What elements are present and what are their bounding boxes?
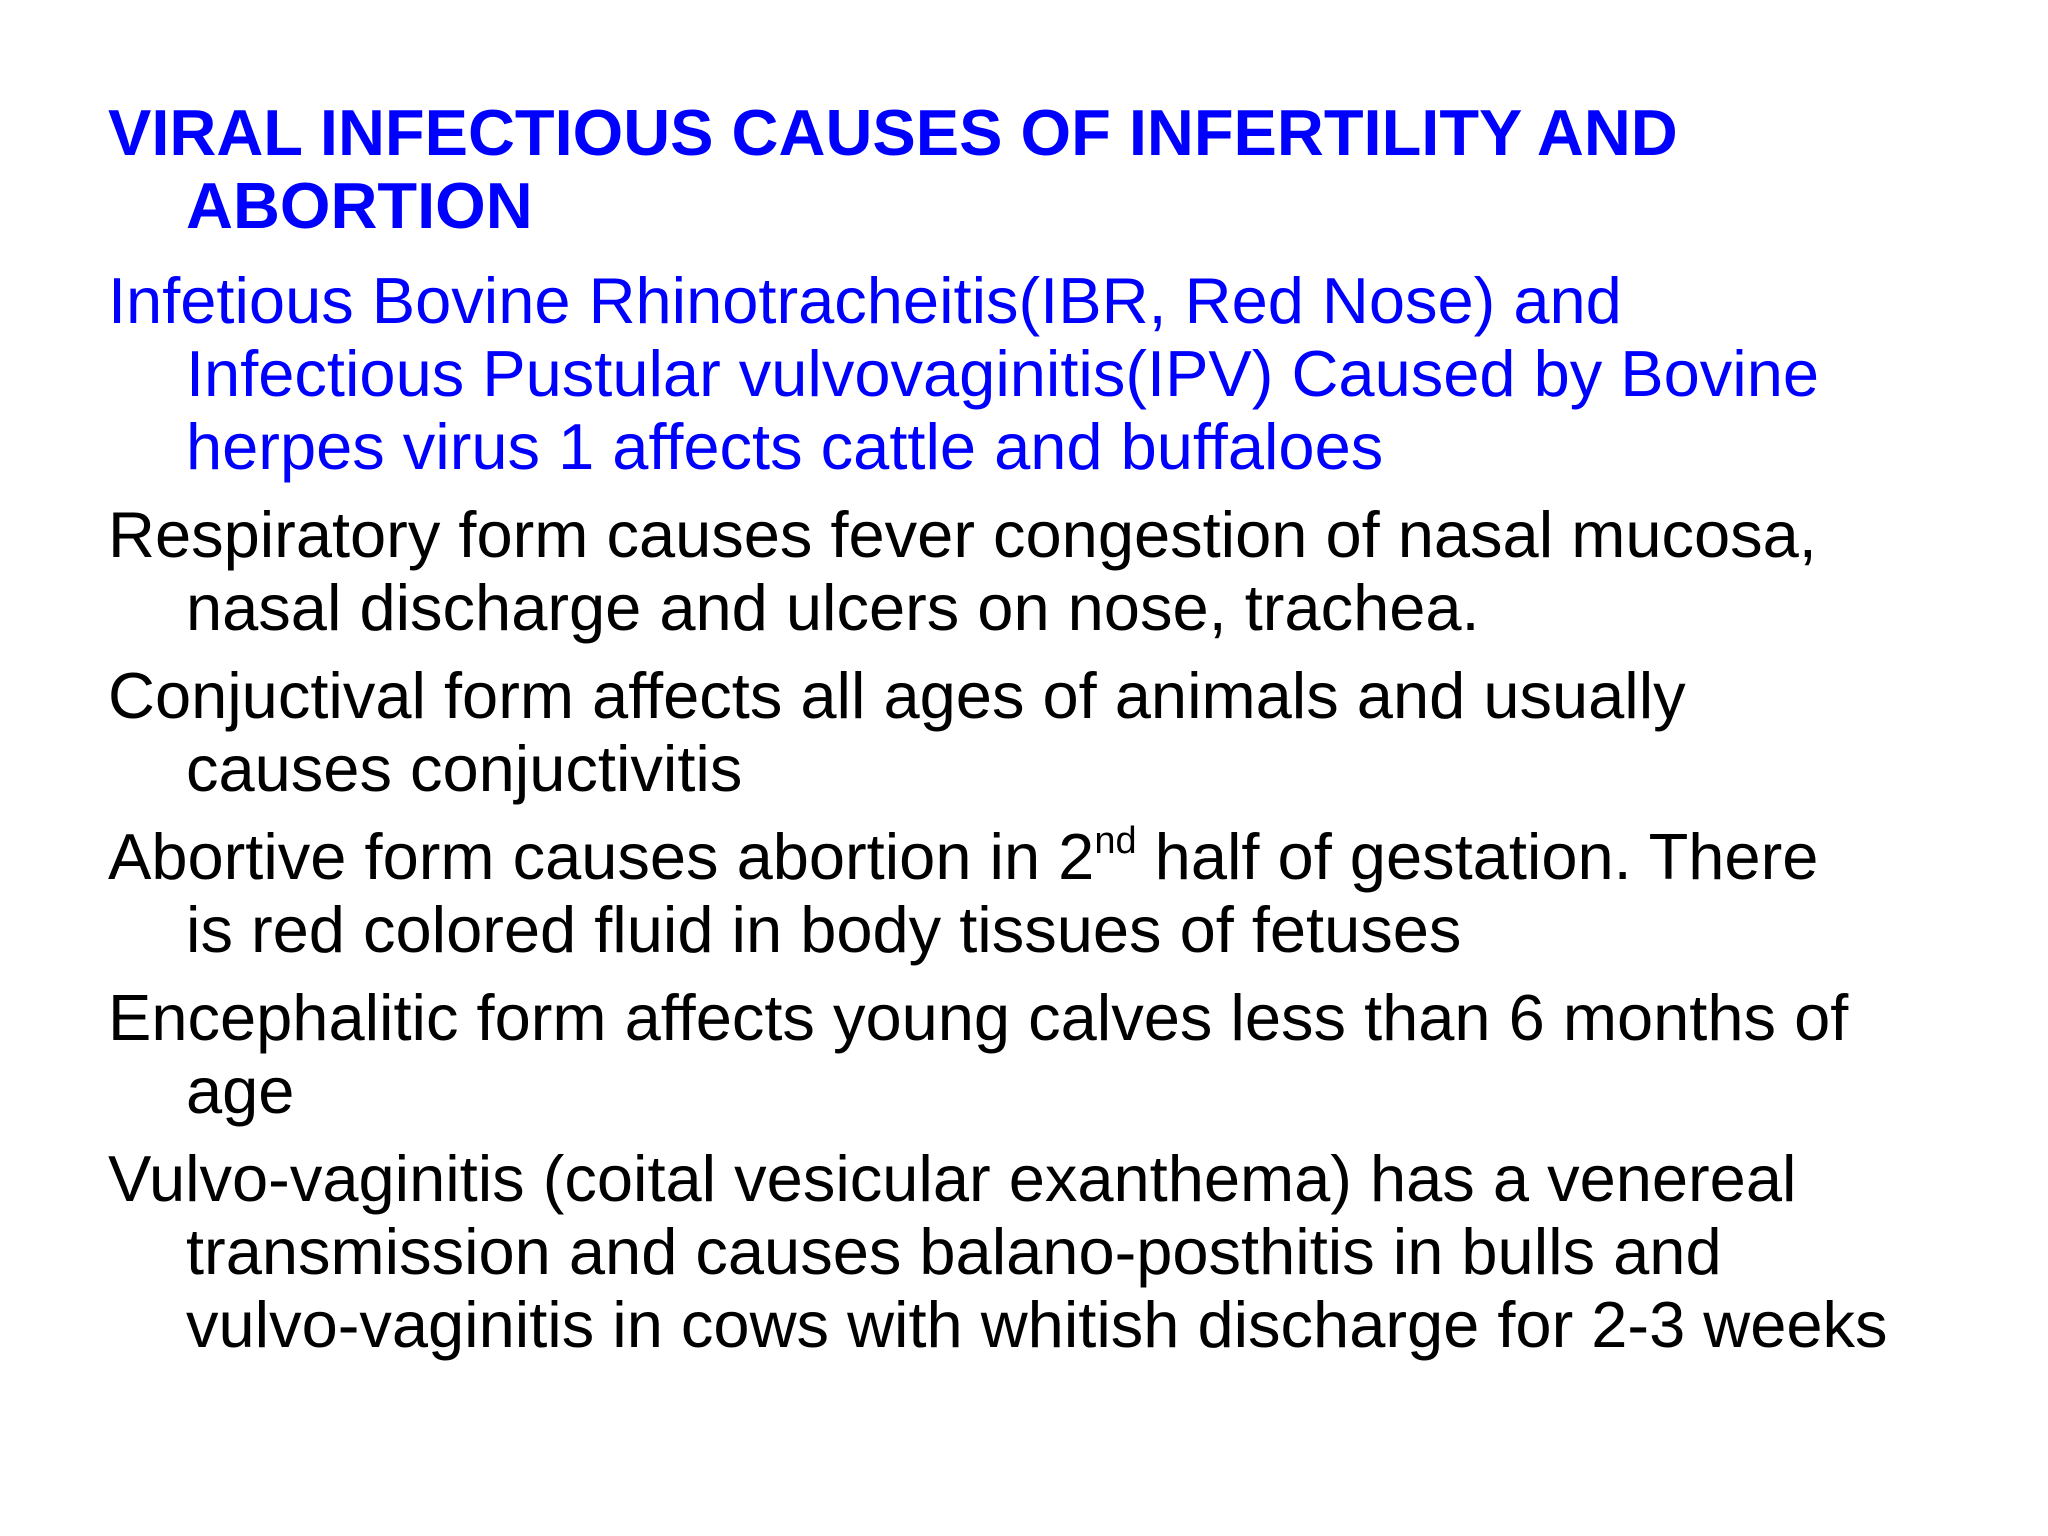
vulvovaginitis-line-2: transmission and causes balano-posthitis in bulls and (186, 1215, 1722, 1288)
vulvovaginitis-line-3: vulvo-vaginitis in cows with whitish discharge for 2-3 weeks (186, 1288, 1888, 1361)
ordinal-superscript: nd (1094, 820, 1137, 862)
slide-title (108, 96, 2008, 242)
slide-content (108, 96, 2008, 1376)
respiratory-line-2: nasal discharge and ulcers on nose, trachea. (186, 571, 1480, 644)
slide-title-line-1: VIRAL INFECTIOUS CAUSES OF INFERTILITY AND (108, 96, 1678, 169)
intro-line-1: Infetious Bovine Rhinotracheitis(IBR, Red Nose) and (108, 264, 1622, 337)
abortive-paragraph (108, 820, 2008, 966)
intro-paragraph (108, 264, 2008, 483)
conjunctival-line-1: Conjuctival form affects all ages of animals and usually (108, 659, 1686, 732)
encephalitic-line-2: age (186, 1054, 295, 1127)
respiratory-paragraph (108, 498, 2008, 644)
encephalitic-line-1: Encephalitic form affects young calves less than 6 months of (108, 981, 1849, 1054)
abortive-line-1-end: half of gestation. There (1136, 820, 1819, 893)
encephalitic-paragraph (108, 981, 2008, 1127)
slide-title-line-2: ABORTION (186, 169, 533, 242)
conjunctival-paragraph (108, 659, 2008, 805)
abortive-line-1-start: Abortive form causes abortion in 2 (108, 820, 1095, 893)
vulvovaginitis-line-1: Vulvo-vaginitis (coital vesicular exanthema) has a venereal (108, 1142, 1797, 1215)
abortive-line-2: is red colored fluid in body tissues of fetuses (186, 893, 1462, 966)
intro-line-2: Infectious Pustular vulvovaginitis(IPV) Caused by Bovine (186, 337, 1820, 410)
intro-line-3: herpes virus 1 affects cattle and buffaloes (186, 410, 1384, 483)
vulvovaginitis-paragraph (108, 1142, 2008, 1361)
respiratory-line-1: Respiratory form causes fever congestion of nasal mucosa, (108, 498, 1817, 571)
conjunctival-line-2: causes conjuctivitis (186, 732, 743, 805)
